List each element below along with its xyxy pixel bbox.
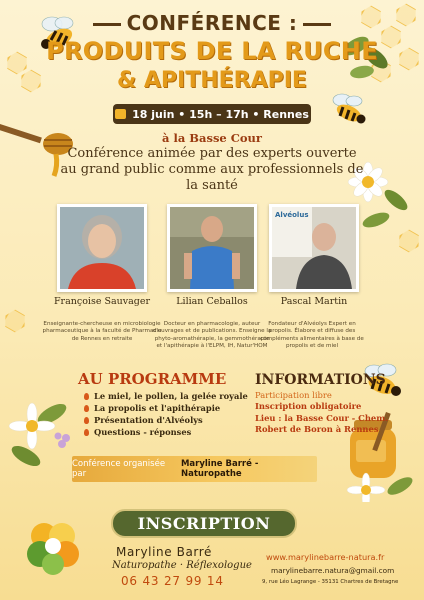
speaker-photo-1 — [57, 204, 147, 292]
organiser-banner — [72, 456, 317, 482]
speaker-name: Lilian Ceballos — [176, 296, 248, 307]
list-item-text: Présentation d'Alvéolys — [94, 415, 203, 425]
contact-role: Naturopathe · Réflexologue — [112, 560, 252, 571]
informations-title: INFORMATIONS — [255, 372, 386, 388]
list-item — [84, 390, 248, 402]
programme-list — [84, 390, 248, 438]
title-line-1-text: CONFÉRENCE : — [126, 11, 298, 35]
speaker-photo-3 — [269, 204, 359, 292]
inscription-button[interactable]: INSCRIPTION — [111, 509, 297, 538]
organiser-prefix: Conférence organisée par — [72, 459, 166, 479]
bee-icon — [328, 92, 370, 128]
phone-number[interactable]: 06 43 27 99 14 — [121, 574, 224, 588]
speaker-name: Françoise Sauvager — [53, 296, 151, 307]
calendar-icon — [115, 109, 126, 119]
date-banner — [113, 104, 311, 124]
address-text: 9, rue Léo Lagrange - 35131 Chartres de Bretagne — [262, 579, 399, 585]
intro-text: Conférence animée par des experts ouverte au grand public comme aux professionnels de la santé — [60, 146, 364, 193]
sign-text: Alvéolus — [275, 211, 309, 219]
title-dash-right — [303, 23, 331, 26]
list-item-text: La propolis et l'apithérapie — [94, 403, 221, 413]
portrait-image — [60, 207, 144, 289]
flower-decoration — [6, 394, 76, 474]
title-dash-left — [93, 23, 121, 26]
speaker-name: Pascal Martin — [280, 296, 348, 307]
venue-text: à la Basse Cour — [162, 131, 262, 145]
title-line-2: PRODUITS DE LA RUCHE — [46, 37, 378, 65]
flame-icon — [84, 417, 89, 424]
list-item — [84, 402, 248, 414]
portrait-image — [272, 207, 356, 289]
speaker-bio: Enseignante-chercheuse en microbiologie pharmaceutique à la faculté de Pharmacie de Rennes en retraite — [42, 321, 162, 342]
list-item-text: Le miel, le pollen, la gelée royale — [94, 391, 248, 401]
lieu-text: Lieu : la Basse Cour - Chem. Robert de Boron à Rennes — [255, 412, 389, 435]
flame-icon — [84, 405, 89, 412]
speaker-bio: Docteur en pharmacologie, auteur d'ouvrages et de publications. Enseigne la phyto-aromathérapie, la gemmothérapie et l'apithérapie à l'ELPM, IH, Natur'HOM — [152, 321, 272, 349]
date-text: 18 juin • 15h – 17h • Rennes — [132, 107, 309, 121]
inscription-text: Inscription obligatoire — [255, 401, 362, 412]
honeycomb-decoration — [0, 306, 30, 336]
portrait-image — [170, 207, 254, 289]
contact-name: Maryline Barré — [116, 545, 212, 559]
programme-title: AU PROGRAMME — [78, 370, 227, 388]
natura-logo — [16, 516, 92, 576]
speaker-bio: Fondateur d'Alvéolys Expert en propolis. Élabore et diffuse des compléments alimentaires à base de propolis et de miel — [260, 321, 364, 349]
title-line-3: & APITHÉRAPIE — [117, 68, 307, 93]
list-item-text: Questions - réponses — [94, 427, 192, 437]
participation-text: Participation libre — [255, 390, 332, 400]
flame-icon — [84, 393, 89, 400]
speaker-photo-2 — [167, 204, 257, 292]
list-item — [84, 426, 248, 438]
website-link[interactable]: www.marylinebarre-natura.fr — [266, 552, 385, 562]
list-item — [84, 414, 248, 426]
flame-icon — [84, 429, 89, 436]
organiser-name: Maryline Barré - Naturopathe — [180, 459, 259, 479]
email-link[interactable]: marylinebarre.natura@gmail.com — [271, 566, 395, 575]
informations-block — [255, 390, 405, 436]
title-line-1 — [0, 11, 424, 35]
